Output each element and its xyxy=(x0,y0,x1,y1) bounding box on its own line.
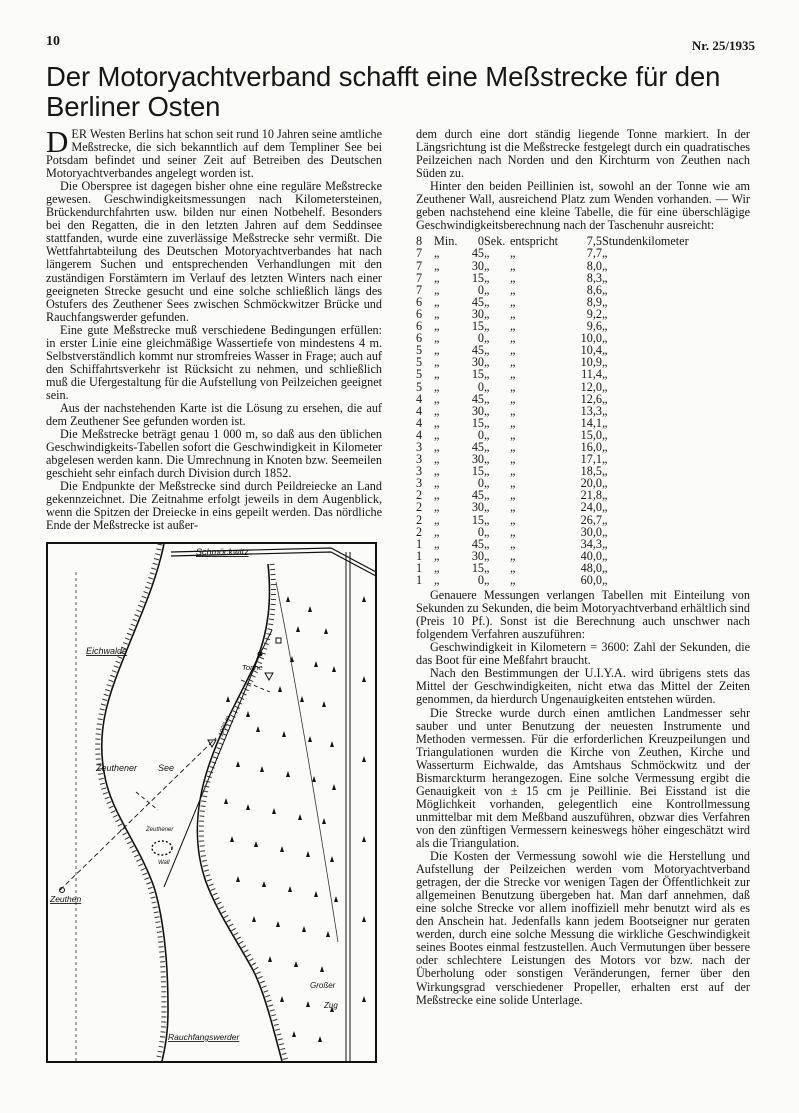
table-cell-ditto: „ xyxy=(484,258,490,273)
table-cell-ditto: „ xyxy=(434,573,440,587)
table-cell-ditto: „ xyxy=(484,488,490,503)
table-cell-sec: 0 xyxy=(477,331,484,346)
table-cell-min: 7 xyxy=(416,246,423,261)
table-cell-min: 3 xyxy=(416,452,423,467)
table-cell-ditto: „ xyxy=(510,452,516,467)
table-cell-sec: 0 xyxy=(477,476,484,491)
paragraph: Die Strecke wurde durch einen amtlichen Landmesser sehr sauber und unter Benutzung der neuesten Instrumente und Methoden vermessen. Für die erforderlichen Kreuzpeilungen und Triangulationen wurden die Kirche von Zeuthen, Kirche und Wasserturm Eichwalde, das Amtshaus Schmöckwitz und der Bismarckturm herangezogen. Eine solche Vermessung ergibt die Genauigkeit von ± 15 cm je Peillinie. Bei Eisstand ist die Möglichkeit vorhanden, gelegentlich eine Kontrollmessung unmittelbar mit dem Meßband auszuführen, obzwar dies Verfahren von den zünftigen Vermessern keineswegs höher eingeschätzt wird als die Triangulation. xyxy=(416,705,750,850)
table-cell-ditto: „ xyxy=(510,391,516,406)
paragraph-intro xyxy=(46,124,382,181)
table-cell-min: 5 xyxy=(416,343,423,358)
label-grosser: Großer xyxy=(310,981,336,990)
issue-number: Nr. 25/1935 xyxy=(691,38,755,53)
table-cell-sec: 30 xyxy=(471,500,484,515)
paragraph: Eine gute Meßstrecke muß verschiedene Bedingungen erfüllen: in erster Linie eine gleichmäßige Wassertiefe von mindestens 4 m. Selbstverständlich kommt nur stromfreies Wasser in Frage; auch auf den Schiffahrtsverkehr ist Rücksicht zu nehmen, und schließlich muß die Ufergestaltung für die Aufstellung von Peilzeichen geeignet sein. xyxy=(46,322,382,402)
table-cell-min: 6 xyxy=(416,294,423,309)
table-cell-min: 7 xyxy=(416,258,423,273)
table-cell-ditto: „ xyxy=(434,367,440,382)
table-cell-speed: 20,0 xyxy=(580,476,602,491)
label-wall-1: Zeuthener xyxy=(146,827,174,833)
table-cell-ditto: „ xyxy=(510,524,516,539)
table-cell-speed: 8,9 xyxy=(586,294,602,309)
table-cell-ditto: „ xyxy=(602,524,608,539)
paragraph: Geschwindigkeit in Kilometern = 3600: Zahl der Sekunden, die das Boot für eine Meßfahrt braucht. xyxy=(416,640,750,668)
table-cell-ditto: „ xyxy=(510,306,516,321)
table-cell-ditto: „ xyxy=(602,246,608,261)
table-cell-ditto: „ xyxy=(510,439,516,454)
table-row xyxy=(416,235,689,247)
table-row xyxy=(416,381,689,393)
table-cell-sec: 15 xyxy=(471,270,484,285)
speed-table xyxy=(416,235,689,586)
table-cell-speed: 60,0 xyxy=(580,573,602,587)
table-cell-sec: 0 xyxy=(477,282,484,297)
table-cell-ditto: „ xyxy=(484,246,490,261)
table-cell-ditto: „ xyxy=(484,476,490,491)
table-cell-ditto: „ xyxy=(602,439,608,454)
table-row xyxy=(416,429,689,441)
table-cell-ditto: „ xyxy=(510,331,516,346)
table-row xyxy=(416,562,689,574)
table-cell-ditto: „ xyxy=(602,452,608,467)
table-cell-ditto: „ xyxy=(510,512,516,527)
table-cell-ditto: „ xyxy=(484,306,490,321)
table-cell-ditto: „ xyxy=(484,452,490,467)
table-cell-ditto: „ xyxy=(510,343,516,358)
table-cell-sec: 45 xyxy=(471,536,484,551)
table-cell-min: 1 xyxy=(416,548,423,563)
table-cell-ditto: „ xyxy=(434,258,440,273)
table-row xyxy=(416,538,689,550)
table-cell-sec: 0 xyxy=(477,573,484,587)
table-cell-min: 4 xyxy=(416,391,423,406)
table-cell-sec: 45 xyxy=(471,488,484,503)
table-cell-ditto: „ xyxy=(602,476,608,491)
table-row xyxy=(416,574,689,586)
table-cell-speed: 21,8 xyxy=(580,488,602,503)
table-row xyxy=(416,260,689,272)
table-cell-equals: entspricht xyxy=(510,234,559,249)
table-cell-min: 3 xyxy=(416,439,423,454)
table-cell-ditto: „ xyxy=(484,573,490,587)
table-cell-ditto: „ xyxy=(510,355,516,370)
table-cell-ditto: „ xyxy=(510,548,516,563)
table-cell-ditto: „ xyxy=(484,294,490,309)
table-row xyxy=(416,308,689,320)
table-cell-ditto: „ xyxy=(484,403,490,418)
table-row xyxy=(416,368,689,380)
table-cell-speed: 10,4 xyxy=(580,343,602,358)
table-cell-min: 5 xyxy=(416,355,423,370)
table-cell-sec: 15 xyxy=(471,367,484,382)
table-cell-ditto: „ xyxy=(602,258,608,273)
label-eichwalde: Eichwalde xyxy=(86,646,128,656)
table-cell-ditto: „ xyxy=(602,343,608,358)
table-row xyxy=(416,247,689,259)
table-cell-ditto: „ xyxy=(434,246,440,261)
table-cell-ditto: „ xyxy=(434,464,440,479)
table-cell-min: 4 xyxy=(416,415,423,430)
table-cell-ditto: „ xyxy=(484,536,490,551)
table-row xyxy=(416,332,689,344)
table-cell-ditto: „ xyxy=(510,560,516,575)
label-distance: 1000 m xyxy=(217,715,232,738)
label-rauchfangswerder: Rauchfangswerder xyxy=(168,1032,240,1042)
table-cell-ditto: „ xyxy=(434,403,440,418)
intro-smallcaps: ER xyxy=(71,127,87,141)
table-cell-ditto: „ xyxy=(602,282,608,297)
table-cell-sec: 15 xyxy=(471,560,484,575)
table-cell-ditto: „ xyxy=(510,282,516,297)
table-cell-ditto: „ xyxy=(484,331,490,346)
table-cell-min: 3 xyxy=(416,464,423,479)
table-cell-sec: 45 xyxy=(471,246,484,261)
table-cell-speed: 18,5 xyxy=(580,464,602,479)
table-cell-min: 7 xyxy=(416,282,423,297)
table-cell-ditto: „ xyxy=(434,488,440,503)
table-cell-ditto: „ xyxy=(602,415,608,430)
left-column xyxy=(46,124,382,533)
table-row xyxy=(416,393,689,405)
label-zeuthener: Zeuthener xyxy=(96,763,138,773)
paragraph: Die Meßstrecke beträgt genau 1 000 m, so daß aus den üblichen Geschwindigkeits-Tabellen sofort die Geschwindigkeit in Kilometer abgelesen werden kann. Die Umrechnung in Knoten bzw. Seemeilen geschieht sehr einfach durch Division durch 1852. xyxy=(46,427,382,481)
table-cell-ditto: „ xyxy=(434,452,440,467)
table-cell-ditto: „ xyxy=(602,573,608,587)
table-cell-ditto: „ xyxy=(484,524,490,539)
table-cell-ditto: „ xyxy=(510,403,516,418)
table-cell-sec: 0 xyxy=(477,524,484,539)
table-cell-ditto: „ xyxy=(602,560,608,575)
table-cell-ditto: „ xyxy=(602,331,608,346)
paragraph: Genauere Messungen verlangen Tabellen mit Einteilung von Sekunden zu Sekunden, die beim Motoryachtverband erhältlich sind (Preis 10 Pf.). Sonst ist die Berechnung auch unschwer nach folgendem Verfahren auszuführen: xyxy=(416,588,750,642)
table-cell-ditto: „ xyxy=(434,439,440,454)
table-cell-sec: 30 xyxy=(471,548,484,563)
table-cell-sec: 15 xyxy=(471,464,484,479)
table-cell-sec: 30 xyxy=(471,258,484,273)
table-cell-sec: 45 xyxy=(471,294,484,309)
table-cell-ditto: „ xyxy=(434,548,440,563)
paragraph: Die Endpunkte der Meßstrecke sind durch Peildreiecke an Land gekennzeichnet. Die Zeitnahme erfolgt jeweils in dem Augenblick, wenn die Spitzen der Dreiecke in eins gepeilt werden. Das nördliche Ende der Meßstrecke ist außer- xyxy=(46,479,382,533)
table-cell-ditto: „ xyxy=(602,379,608,394)
table-row xyxy=(416,453,689,465)
table-cell-ditto: „ xyxy=(510,464,516,479)
table-cell-ditto: „ xyxy=(510,367,516,382)
table-cell-ditto: „ xyxy=(434,524,440,539)
table-cell-ditto: „ xyxy=(484,464,490,479)
page-number: 10 xyxy=(46,34,60,49)
table-cell-min: 2 xyxy=(416,524,423,539)
article-title: Der Motoryachtverband schafft eine Meßstrecke für den Berliner Osten xyxy=(46,61,721,122)
table-cell-ditto: „ xyxy=(510,294,516,309)
table-cell-ditto: „ xyxy=(434,560,440,575)
table-cell-speed: 12,6 xyxy=(580,391,602,406)
paragraph: Hinter den beiden Peillinien ist, sowohl an der Tonne wie am Zeuthener Wall, ausreichend Platz zum Wenden vorhanden. — Wir geben nachstehend eine kleine Tabelle, die für eine überschlägige Geschwindigkeitsberechnung nach der Taschenuhr ausreicht: xyxy=(416,179,750,233)
table-cell-ditto: „ xyxy=(510,573,516,587)
table-cell-ditto: „ xyxy=(510,476,516,491)
paragraph: Nach den Bestimmungen der U.I.Y.A. wird übrigens stets das Mittel der Geschwindigkeiten, nicht etwa das Mittel der Zeiten genommen, da hierdurch Ungenauigkeiten entstehen würden. xyxy=(416,666,750,707)
table-cell-sec: 45 xyxy=(471,391,484,406)
table-cell-ditto: „ xyxy=(602,548,608,563)
table-cell-sec: 30 xyxy=(471,355,484,370)
table-cell-ditto: „ xyxy=(434,306,440,321)
table-cell-speed: 7,5 xyxy=(586,234,602,249)
table-cell-speed: 8,3 xyxy=(586,270,602,285)
table-cell-ditto: „ xyxy=(510,379,516,394)
table-cell-ditto: „ xyxy=(434,427,440,442)
table-cell-sec: 0 xyxy=(477,379,484,394)
paragraph: dem durch eine dort ständig liegende Tonne markiert. In der Längsrichtung ist die Meßstrecke festgelegt durch ein quadratisches Peilzeichen nach Norden und den Kirchturm von Zeuthen nach Süden zu. xyxy=(416,127,750,181)
table-cell-ditto: „ xyxy=(434,379,440,394)
table-cell-ditto: „ xyxy=(434,319,440,334)
table-row xyxy=(416,514,689,526)
table-cell-ditto: „ xyxy=(602,355,608,370)
table-cell-ditto: „ xyxy=(602,427,608,442)
table-cell-min: 2 xyxy=(416,500,423,515)
table-row xyxy=(416,344,689,356)
table-row xyxy=(416,526,689,538)
table-cell-min: 2 xyxy=(416,488,423,503)
table-cell-ditto: „ xyxy=(434,355,440,370)
table-cell-ditto: „ xyxy=(510,246,516,261)
table-cell-ditto: „ xyxy=(434,536,440,551)
paragraph: Die Kosten der Vermessung sowohl wie die Herstellung und Aufstellung der Peilzeichen werden vom Motoryachtverband getragen, der die Strecke vor wenigen Tagen der Öffentlichkeit zur allgemeinen Benutzung übergeben hat. Man darf annehmen, daß eine solche Strecke vor allem inoffiziell mehr benutzt wird als es den Anschein hat. Jedenfalls kann jedem Bootseigner nur geraten werden, durch eine solche Messung die wirkliche Geschwindigkeit seines Bootes einmal festzustellen. Auch Vermutungen über bessere oder schlechtere Leistungen des Motors vor bzw. nach der Überholung oder sonstigen Veränderungen, ferner über den Wirkungsgrad verschiedener Propeller, erhalten erst auf der Meßstrecke eine solide Unterlage. xyxy=(416,849,750,1007)
table-row xyxy=(416,272,689,284)
table-cell-speed: 15,0 xyxy=(580,427,602,442)
table-cell-ditto: „ xyxy=(602,536,608,551)
table-cell-speed: 34,3 xyxy=(580,536,602,551)
label-zeuthen: Zeuthen xyxy=(50,894,82,904)
table-cell-sec: 30 xyxy=(471,452,484,467)
table-row xyxy=(416,356,689,368)
table-cell-ditto: „ xyxy=(484,367,490,382)
table-row xyxy=(416,405,689,417)
table-cell-ditto: „ xyxy=(484,427,490,442)
label-zug: Zug xyxy=(324,1001,338,1010)
table-cell-speed: 48,0 xyxy=(580,560,602,575)
table-cell-speed: 9,2 xyxy=(586,306,602,321)
table-cell-ditto: „ xyxy=(510,319,516,334)
table-cell-speed: 9,6 xyxy=(586,319,602,334)
table-cell-sec-unit: Sek. xyxy=(484,234,506,249)
table-cell-ditto: „ xyxy=(602,391,608,406)
table-cell-min: 1 xyxy=(416,536,423,551)
buoy-marker xyxy=(258,652,263,657)
table-cell-speed: 16,0 xyxy=(580,439,602,454)
table-cell-speed: 7,7 xyxy=(586,246,602,261)
table-row xyxy=(416,320,689,332)
table-cell-ditto: „ xyxy=(484,512,490,527)
table-cell-ditto: „ xyxy=(602,500,608,515)
table-cell-sec: 0 xyxy=(477,427,484,442)
table-row xyxy=(416,296,689,308)
table-cell-ditto: „ xyxy=(510,488,516,503)
table-cell-sec: 30 xyxy=(471,306,484,321)
table-cell-ditto: „ xyxy=(602,367,608,382)
right-column xyxy=(416,128,750,1007)
table-cell-min: 7 xyxy=(416,270,423,285)
table-cell-speed: 14,1 xyxy=(580,415,602,430)
table-cell-sec: 30 xyxy=(471,403,484,418)
table-cell-min: 6 xyxy=(416,319,423,334)
table-cell-ditto: „ xyxy=(484,415,490,430)
table-cell-min: 5 xyxy=(416,367,423,382)
table-row xyxy=(416,441,689,453)
table-cell-ditto: „ xyxy=(602,270,608,285)
table-cell-ditto: „ xyxy=(602,294,608,309)
table-cell-ditto: „ xyxy=(484,355,490,370)
table-cell-speed: 30,0 xyxy=(580,524,602,539)
table-cell-ditto: „ xyxy=(484,343,490,358)
table-cell-ditto: „ xyxy=(602,512,608,527)
table-cell-speed: 8,0 xyxy=(586,258,602,273)
table-cell-min-unit: Min. xyxy=(434,234,458,249)
table-cell-speed: 13,3 xyxy=(580,403,602,418)
table-cell-min: 4 xyxy=(416,427,423,442)
table-row xyxy=(416,477,689,489)
table-cell-sec: 45 xyxy=(471,439,484,454)
table-cell-ditto: „ xyxy=(434,282,440,297)
table-cell-ditto: „ xyxy=(484,560,490,575)
table-cell-min: 6 xyxy=(416,331,423,346)
table-cell-ditto: „ xyxy=(434,331,440,346)
table-row xyxy=(416,489,689,501)
table-cell-min: 6 xyxy=(416,306,423,321)
table-cell-ditto: „ xyxy=(484,379,490,394)
table-cell-sec: 15 xyxy=(471,512,484,527)
label-wall-2: Wall xyxy=(158,860,170,866)
table-cell-ditto: „ xyxy=(510,427,516,442)
table-cell-ditto: „ xyxy=(510,258,516,273)
table-row xyxy=(416,417,689,429)
table-row xyxy=(416,284,689,296)
table-cell-speed: 17,1 xyxy=(580,452,602,467)
table-cell-ditto: „ xyxy=(484,282,490,297)
table-cell-ditto: „ xyxy=(484,391,490,406)
table-cell-ditto: „ xyxy=(602,464,608,479)
table-cell-min: 1 xyxy=(416,560,423,575)
table-cell-ditto: „ xyxy=(484,270,490,285)
table-cell-ditto: „ xyxy=(434,415,440,430)
paragraph: Die Oberspree ist dagegen bisher ohne eine reguläre Meßstrecke gewesen. Geschwindigkeitsmessungen nach Kilometersteinen, Brückendurchfahrten usw. bilden nur einen Notbehelf. Besonders bei den Regatten, die in den letzten Jahren auf dem Seddinsee stattfanden, wurde eine zuverlässige Meßstrecke sehr vermißt. Die Wettfahrtabteilung des Deutschen Motoryachtverbandes hat nach längerem Suchen und entsprechenden Verhandlungen mit den zuständigen Forstämtern im Verlauf des letzten Winters nach einer geeigneten Strecke gesucht und eine solche schließlich längs des Ostufers des Zeuthener Sees zwischen Schmöckwitzer Brücke und Rauchfangswerder gefunden. xyxy=(46,179,382,324)
table-row xyxy=(416,465,689,477)
label-schmoeckwitz: Schmöckwitz xyxy=(196,547,249,557)
table-cell-sec: 0 xyxy=(477,234,484,249)
table-cell-ditto: „ xyxy=(602,306,608,321)
paragraph: Aus der nachstehenden Karte ist die Lösung zu ersehen, die auf dem Zeuthener See gefunden worden ist. xyxy=(46,400,382,429)
table-cell-ditto: „ xyxy=(484,500,490,515)
table-cell-ditto: „ xyxy=(510,270,516,285)
table-cell-ditto: „ xyxy=(510,536,516,551)
table-cell-ditto: „ xyxy=(484,548,490,563)
table-cell-sec: 15 xyxy=(471,415,484,430)
table-cell-ditto: „ xyxy=(484,319,490,334)
table-cell-speed: 26,7 xyxy=(580,512,602,527)
lake-map xyxy=(46,542,377,1063)
label-see: See xyxy=(158,763,175,773)
table-cell-ditto: „ xyxy=(602,488,608,503)
table-cell-speed: 8,6 xyxy=(586,282,602,297)
table-cell-min: 4 xyxy=(416,403,423,418)
table-cell-min: 5 xyxy=(416,379,423,394)
table-cell-ditto: „ xyxy=(602,319,608,334)
table-row xyxy=(416,501,689,513)
table-cell-ditto: „ xyxy=(434,476,440,491)
table-cell-ditto: „ xyxy=(434,294,440,309)
drop-cap: D xyxy=(46,124,69,159)
table-cell-sec: 45 xyxy=(471,343,484,358)
table-cell-ditto: „ xyxy=(510,500,516,515)
table-cell-speed-unit: Stundenkilometer xyxy=(602,234,689,249)
table-cell-speed: 10,9 xyxy=(580,355,602,370)
table-cell-min: 2 xyxy=(416,512,423,527)
table-cell-speed: 10,0 xyxy=(580,331,602,346)
table-cell-ditto: „ xyxy=(484,439,490,454)
table-cell-min: 8 xyxy=(416,234,423,249)
table-cell-speed: 24,0 xyxy=(580,500,602,515)
table-cell-min: 3 xyxy=(416,476,423,491)
table-cell-ditto: „ xyxy=(434,343,440,358)
table-row xyxy=(416,550,689,562)
table-cell-min: 1 xyxy=(416,573,423,587)
table-cell-ditto: „ xyxy=(434,270,440,285)
table-cell-ditto: „ xyxy=(434,500,440,515)
table-cell-sec: 15 xyxy=(471,319,484,334)
table-cell-ditto: „ xyxy=(510,415,516,430)
intro-text: Westen Berlins hat schon seit rund 10 Jahren seine amtliche Meßstrecke, die sich bekanntlich auf dem Templiner See bei Potsdam befindet und seiner Zeit auf Betreiben des Deutschen Motoryachtverbandes angelegt worden ist. xyxy=(46,127,382,181)
table-cell-speed: 12,0 xyxy=(580,379,602,394)
table-cell-speed: 40,0 xyxy=(580,548,602,563)
table-cell-ditto: „ xyxy=(434,512,440,527)
table-cell-ditto: „ xyxy=(602,403,608,418)
table-cell-ditto: „ xyxy=(434,391,440,406)
label-tonne: Tonne xyxy=(242,663,263,672)
table-cell-speed: 11,4 xyxy=(581,367,602,382)
